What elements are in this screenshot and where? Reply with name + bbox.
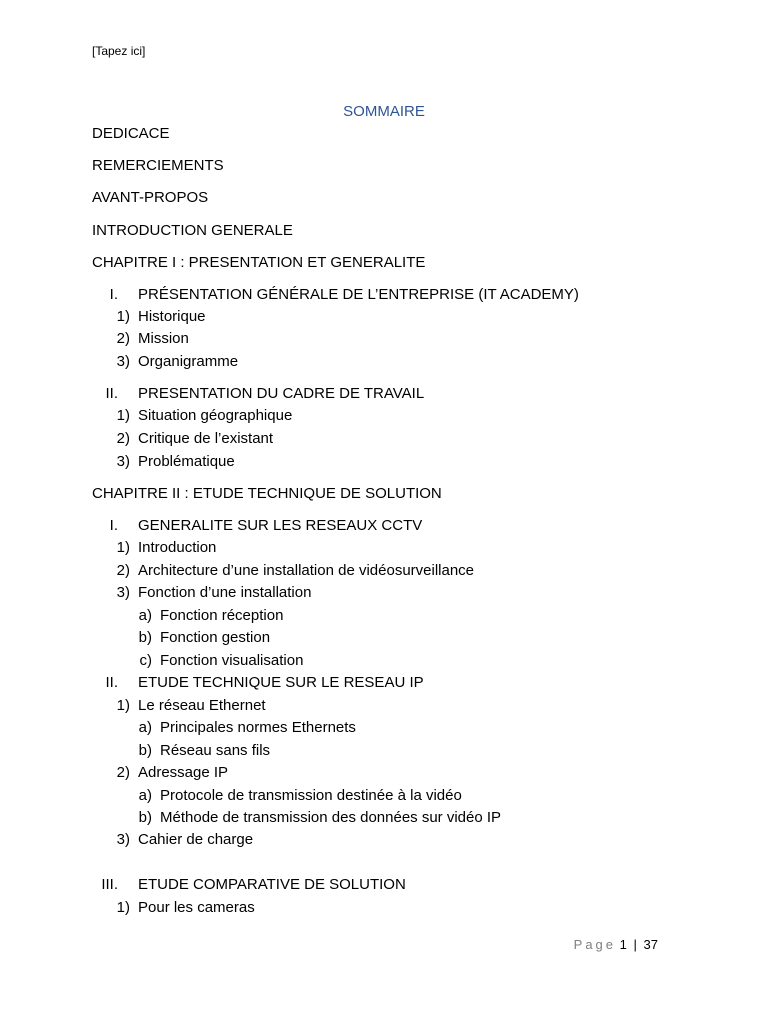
toc-section-title: PRESENTATION DU CADRE DE TRAVAIL bbox=[138, 385, 425, 402]
toc-subitem-letter: c) bbox=[139, 652, 152, 669]
toc-section-number: I. bbox=[109, 517, 118, 534]
toc-subitem-letter: b) bbox=[138, 742, 152, 759]
toc-item-title: Architecture d’une installation de vidéosurveillance bbox=[138, 562, 475, 579]
toc-chapter-title: CHAPITRE I : PRESENTATION ET GENERALITE bbox=[92, 254, 426, 271]
toc-entry-remerciements: REMERCIEMENTS bbox=[92, 157, 224, 174]
toc-subitem-letter: b) bbox=[138, 629, 152, 646]
toc-item-title: Adressage IP bbox=[138, 764, 229, 781]
toc-item-number: 1) bbox=[116, 407, 130, 424]
toc-item-number: 1) bbox=[116, 899, 130, 916]
toc-entry-introduction-generale: INTRODUCTION GENERALE bbox=[92, 222, 293, 239]
toc-section-title: PRÉSENTATION GÉNÉRALE DE L’ENTREPRISE (IT ACADEMY) bbox=[138, 286, 579, 303]
toc-item-number: 3) bbox=[116, 353, 130, 370]
page-header: [Tapez ici] bbox=[92, 44, 146, 58]
toc-section-number: I. bbox=[109, 286, 118, 303]
toc-item-title: Critique de l’existant bbox=[138, 430, 274, 447]
toc-subitem-letter: a) bbox=[138, 787, 152, 804]
toc-item-title: Situation géographique bbox=[138, 407, 293, 424]
toc-section-title: ETUDE TECHNIQUE SUR LE RESEAU IP bbox=[138, 674, 424, 691]
toc-subitem-title: Protocole de transmission destinée à la vidéo bbox=[160, 787, 462, 804]
toc-subitem-letter: a) bbox=[138, 607, 152, 624]
toc-item-number: 2) bbox=[116, 330, 130, 347]
toc-section-title: GENERALITE SUR LES RESEAUX CCTV bbox=[138, 517, 423, 534]
page-separator: | bbox=[633, 937, 637, 952]
toc-section-number: II. bbox=[105, 385, 118, 402]
toc-section-number: II. bbox=[105, 674, 118, 691]
toc-subitem-title: Fonction visualisation bbox=[160, 652, 304, 669]
total-pages: 37 bbox=[643, 937, 658, 952]
toc-item-title: Pour les cameras bbox=[138, 899, 255, 916]
toc-subitem-title: Fonction gestion bbox=[160, 629, 271, 646]
page-number: 1 bbox=[619, 937, 627, 952]
toc-item-number: 2) bbox=[116, 764, 130, 781]
toc-item-number: 3) bbox=[116, 831, 130, 848]
toc-subitem-title: Réseau sans fils bbox=[160, 742, 271, 759]
toc-item-title: Problématique bbox=[138, 453, 235, 470]
toc-item-title: Cahier de charge bbox=[138, 831, 254, 848]
toc-item-title: Organigramme bbox=[138, 353, 239, 370]
toc-item-number: 3) bbox=[116, 584, 130, 601]
page-footer bbox=[574, 936, 658, 954]
toc-section-title: ETUDE COMPARATIVE DE SOLUTION bbox=[138, 876, 406, 893]
toc-item-title: Mission bbox=[138, 330, 189, 347]
toc-item-number: 3) bbox=[116, 453, 130, 470]
toc-item-title: Historique bbox=[138, 308, 206, 325]
toc-subitem-letter: a) bbox=[138, 719, 152, 736]
toc-item-title: Le réseau Ethernet bbox=[138, 697, 266, 714]
toc-item-number: 1) bbox=[116, 697, 130, 714]
toc-item-title: Introduction bbox=[138, 539, 217, 556]
toc-entry-dedicace: DEDICACE bbox=[92, 125, 170, 142]
toc-subitem-title: Fonction réception bbox=[160, 607, 284, 624]
toc-subitem-letter: b) bbox=[138, 809, 152, 826]
toc-entry-avant-propos: AVANT-PROPOS bbox=[92, 189, 209, 206]
toc-section-number: III. bbox=[101, 876, 118, 893]
toc-item-number: 1) bbox=[116, 308, 130, 325]
toc-item-number: 1) bbox=[116, 539, 130, 556]
toc-subitem-title: Principales normes Ethernets bbox=[160, 719, 356, 736]
toc-item-title: Fonction d’une installation bbox=[138, 584, 312, 601]
toc-chapter-title: CHAPITRE II : ETUDE TECHNIQUE DE SOLUTION bbox=[92, 485, 442, 502]
toc-title: SOMMAIRE bbox=[343, 103, 425, 120]
toc-item-number: 2) bbox=[116, 562, 130, 579]
page-label: Page bbox=[573, 937, 617, 952]
toc-subitem-title: Méthode de transmission des données sur vidéo IP bbox=[160, 809, 502, 826]
toc-item-number: 2) bbox=[116, 430, 130, 447]
